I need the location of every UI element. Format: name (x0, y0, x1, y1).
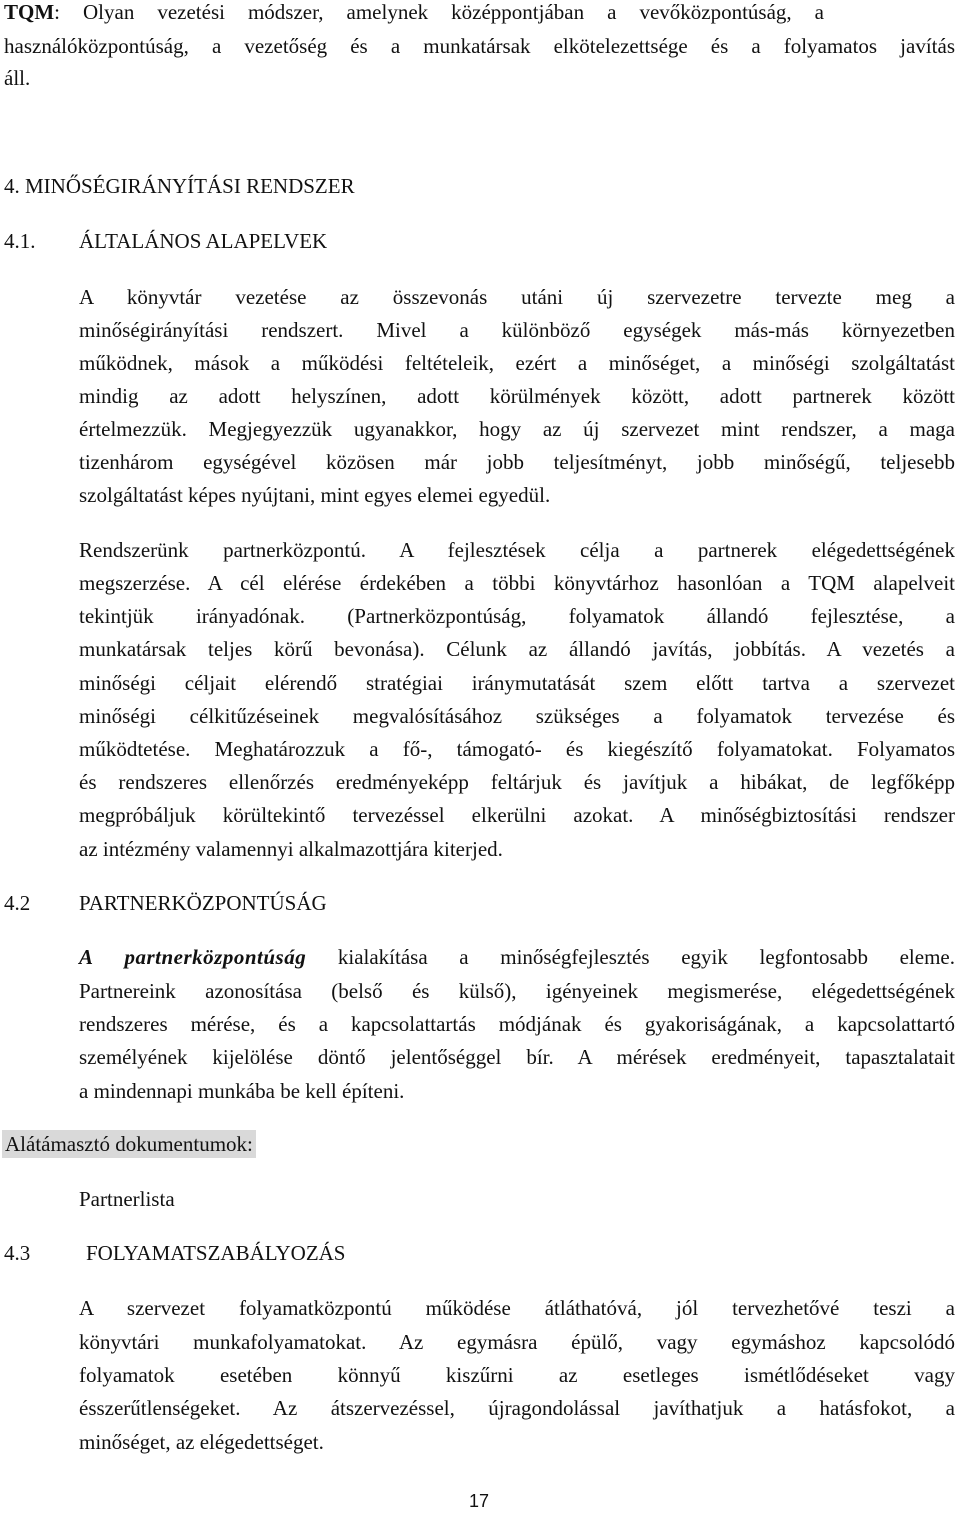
para-4-1-1-line: tizenhárom egységével közösen már jobb teljesítményt, jobb minőségű, teljesebb (79, 450, 955, 474)
para-4-2-line: A partnerközpontúság kialakítása a minőségfejlesztés egyik legfontosabb eleme. (79, 945, 955, 969)
para-4-2-line: Partnereink azonosítása (belső és külső), igényeinek megismerése, elégedettségének (79, 979, 955, 1003)
para-4-3-line: folyamatok esetében könnyű kiszűrni az esetleges ismétlődéseket vagy (79, 1363, 955, 1387)
supporting-docs-label-wrap (2, 1134, 256, 1155)
para-4-1-2-line: megszerzése. A cél elérése érdekében a többi könyvtárhoz hasonlóan a TQM alapelveit (79, 571, 955, 595)
para-4-1-1-line: A könyvtár vezetése az összevonás utáni új szervezetre tervezte meg a (79, 285, 955, 309)
partner-centricity-emphasis: A partnerközpontúság (79, 945, 307, 969)
para-4-1-2-line: Rendszerünk partnerközpontú. A fejlesztések célja a partnerek elégedettségének (79, 538, 955, 562)
para-4-1-1-line: működnek, mások a működési feltételeik, ezért a minőséget, a minőségi szolgáltatást (79, 351, 955, 375)
tqm-definition-line-3: áll. (4, 66, 31, 90)
supporting-docs-item: Partnerlista (79, 1187, 175, 1211)
section-4-3-number: 4.3 (4, 1241, 31, 1265)
para-4-1-2-line: és rendszeres ellenőrzés eredményeképp feltárjuk és javítjuk a hibákat, de legfőképp (79, 770, 955, 794)
para-4-3-line: minőséget, az elégedettséget. (79, 1430, 324, 1454)
para-4-1-1-line: mindig az adott helyszínen, adott körülmények között, adott partnerek között (79, 384, 955, 408)
page-number: 17 (469, 1491, 490, 1511)
tqm-term: TQM (4, 0, 55, 24)
para-4-1-2-line: működtetése. Meghatározzuk a fő-, támogató- és kiegészítő folyamatokat. Folyamatos (79, 737, 955, 761)
para-4-1-2-line: megpróbáljuk körültekintő tervezéssel elkerülni azokat. A minőségbiztosítási rendszer (79, 803, 955, 827)
tqm-definition-line-1: TQM: Olyan vezetési módszer, amelynek középpontjában a vevőközpontúság, a (4, 0, 824, 24)
tqm-definition-line-2: használóközpontúság, a vezetőség és a munkatársak elkötelezettsége és a folyamatos javítás (4, 34, 955, 58)
para-4-2-line: a mindennapi munkába be kell építeni. (79, 1079, 405, 1103)
para-4-1-2-line: minőségi céljait elérendő stratégiai iránymutatását szem előtt tartva a szervezet (79, 671, 955, 695)
para-4-3-line: ésszerűtlenségeket. Az átszervezéssel, újragondolással javíthatjuk a hatásfokot, a (79, 1396, 955, 1420)
para-4-1-2-line: munkatársak teljes körű bevonása). Célunk az állandó javítás, jobbítás. A vezetés a (79, 637, 955, 661)
para-4-1-1-line: minőségirányítási rendszert. Mivel a különböző egységek más-más környezetben (79, 318, 955, 342)
para-4-1-2-line: tekintjük irányadónak. (Partnerközpontúság, folyamatok állandó fejlesztése, a (79, 604, 955, 628)
para-4-3-line: könyvtári munkafolyamatokat. Az egymásra épülő, vagy egymáshoz kapcsolódó (79, 1330, 955, 1354)
section-4-heading: 4. MINŐSÉGIRÁNYÍTÁSI RENDSZER (4, 174, 355, 198)
section-4-1-title: ÁLTALÁNOS ALAPELVEK (79, 229, 328, 253)
para-4-3-line: A szervezet folyamatközpontú működése átláthatóvá, jól tervezhetővé teszi a (79, 1296, 955, 1320)
supporting-docs-label: Alátámasztó dokumentumok: (2, 1130, 256, 1158)
para-4-1-2-line: az intézmény valamennyi alkalmazottjára kiterjed. (79, 837, 503, 861)
para-4-1-1-line: szolgáltatást képes nyújtani, mint egyes elemei egyedül. (79, 483, 551, 507)
para-4-1-2-line: minőségi célkitűzéseinek megvalósításához szükséges a folyamatok tervezése és (79, 704, 955, 728)
section-4-2-title: PARTNERKÖZPONTÚSÁG (79, 891, 327, 915)
section-4-2-number: 4.2 (4, 891, 31, 915)
section-4-1-number: 4.1. (4, 229, 36, 253)
para-4-2-line: rendszeres mérése, és a kapcsolattartás módjának és gyakoriságának, a kapcsolattartó (79, 1012, 955, 1036)
section-4-3-title: FOLYAMATSZABÁLYOZÁS (86, 1241, 346, 1265)
para-4-2-line: személyének kijelölése döntő jelentőséggel bír. A mérések eredményeit, tapasztalatait (79, 1045, 955, 1069)
para-4-1-1-line: értelmezzük. Megjegyezzük ugyanakkor, hogy az új szervezet mint rendszer, a maga (79, 417, 955, 441)
